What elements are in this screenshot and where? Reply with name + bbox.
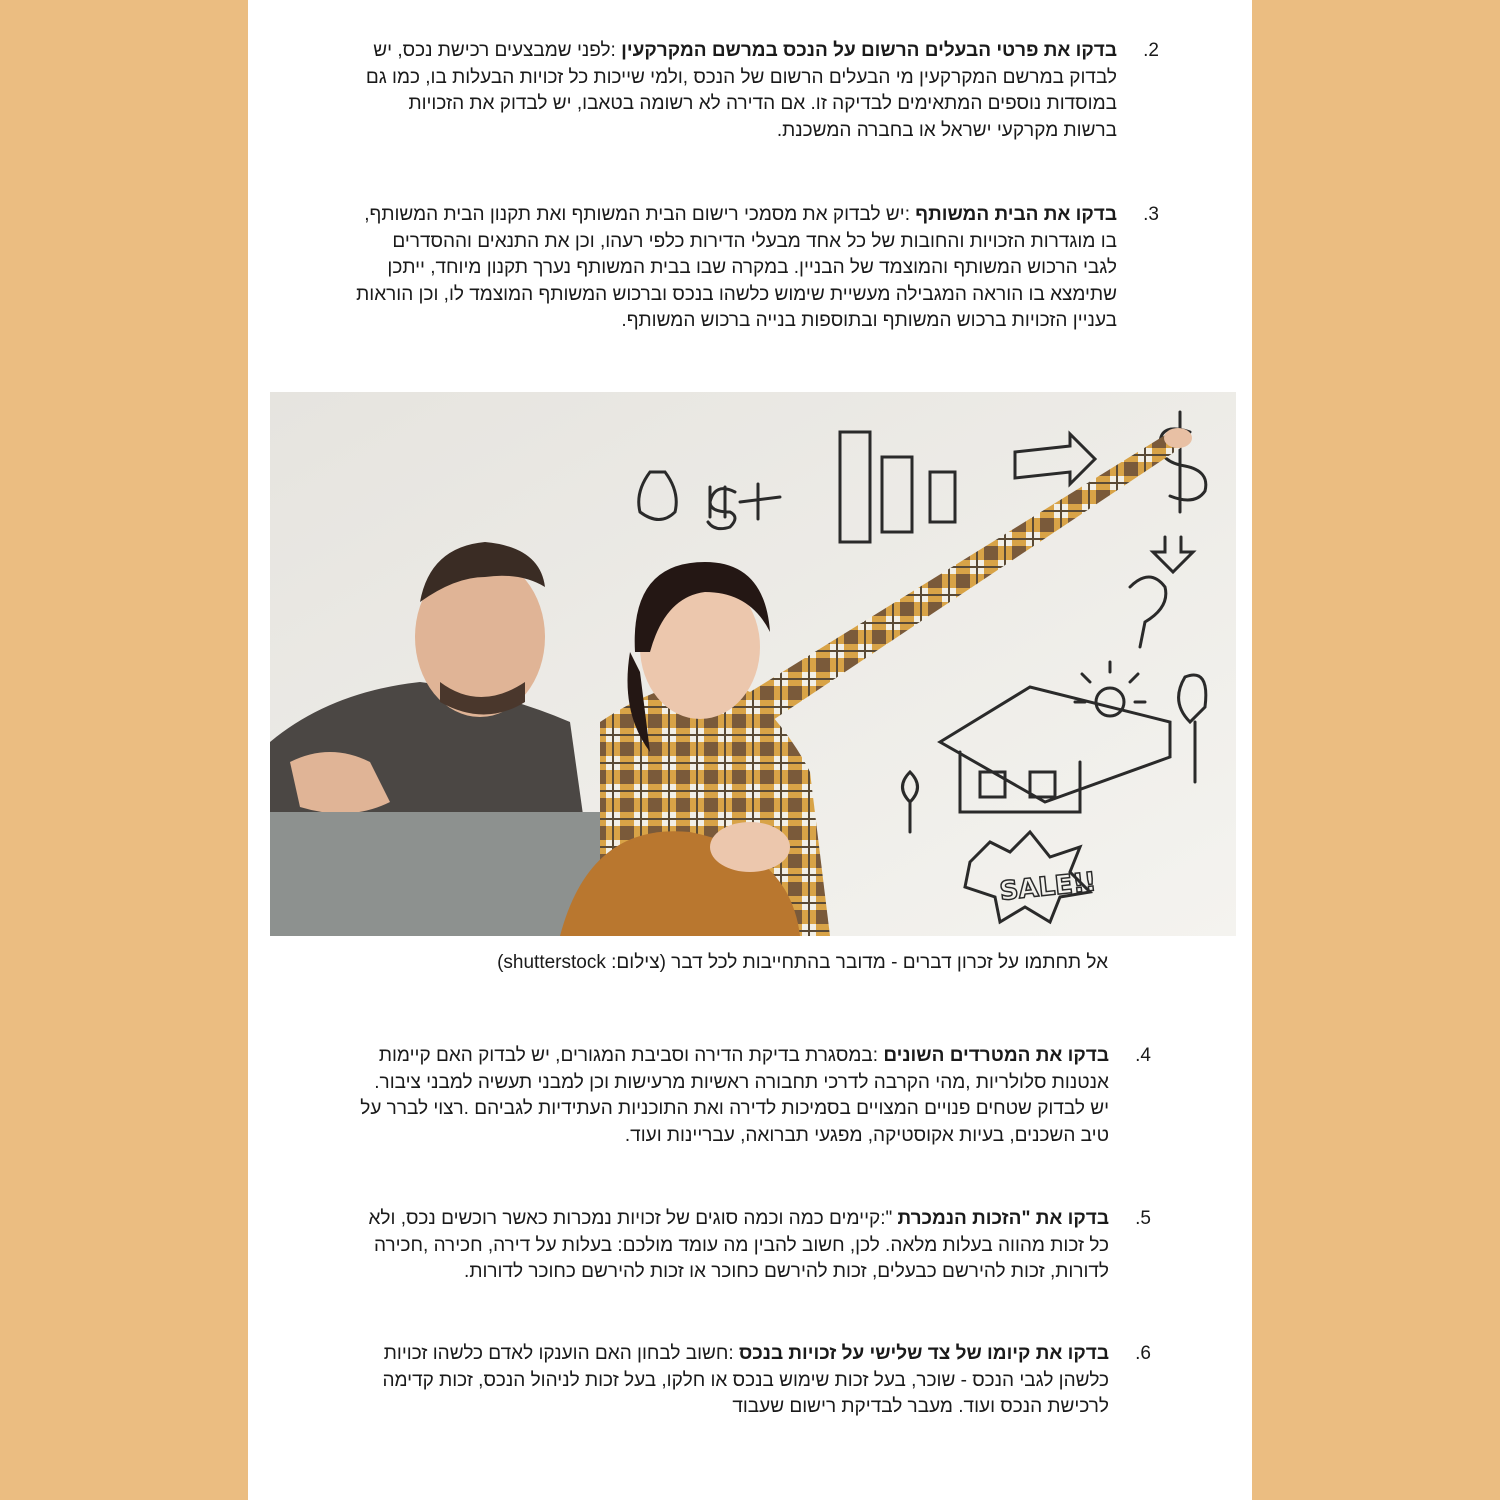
item-number: .4	[1135, 1045, 1151, 1066]
item-body: :לפני שמבצעים רכישת נכס, יש לבדוק במרשם המקרקעין מי הבעלים הרשום של הנכס ,ולמי שייכות כל זכויות הבעלות בו, כמו גם במוסדות נוספים המתאימים לבדיקה זו. אם הדירה לא רשומה בטאבו, יש לבדוק את הזכויות ברשות מקרקעי ישראל או בחברה המשכנת.	[365, 40, 1117, 141]
document-page	[248, 0, 1252, 1500]
list-item-5	[354, 1206, 1151, 1286]
item-number: .2	[1143, 40, 1159, 61]
list-item-4	[354, 1043, 1151, 1149]
item-number: .6	[1135, 1343, 1151, 1364]
item-heading: בדקו את קיומו של צד שלישי על זכויות בנכס	[739, 1343, 1109, 1364]
item-body: :חשוב לבחון האם הוענקו לאדם כלשהו זכויות כלשהן לגבי הנכס - שוכר, בעל זכות שימוש בנכס או חלקו, בעל זכות לניהול הנכס, זכות קדימה לרכישת הנכס ועוד. מעבר לבדיקת רישום שעבוד	[382, 1343, 1109, 1417]
item-heading: בדקו את המטרדים השונים	[883, 1045, 1109, 1066]
item-heading: בדקו את הבית המשותף	[915, 204, 1117, 225]
couple-sketch-photo	[270, 392, 1236, 936]
list-item-6	[354, 1341, 1151, 1421]
list-item-3	[354, 202, 1159, 335]
item-heading: בדקו את "הזכות הנמכרת	[897, 1208, 1109, 1229]
item-number: .5	[1135, 1208, 1151, 1229]
photo-caption: אל תחתמו על זכרון דברים - מדובר בהתחייבות לכל דבר (צילום: shutterstock)	[497, 952, 1108, 973]
item-body: :במסגרת בדיקת הדירה וסביבת המגורים, יש לבדוק האם קיימות אנטנות סלולריות ,מהי הקרבה לדרכי תחבורה ראשיות מרעישות וכן למבני תעשיה למבני ציבור. יש לבדוק שטחים פנויים המצויים בסמיכות לדירה ואת התוכניות העתידיות לגביהם .רצוי לברר על טיב השכנים, בעיות אקוסטיקה, מפגעי תברואה, עבריינות ועוד.	[360, 1045, 1109, 1146]
item-number: .3	[1143, 204, 1159, 225]
list-item-2	[362, 38, 1159, 144]
item-body: :יש לבדוק את מסמכי רישום הבית המשותף ואת תקנון הבית המשותף, בו מוגדרות הזכויות והחובות של כל אחד מבעלי הדירות כלפי רעהו, וכן את התנאים וההסדרים לגבי הרכוש המשותף והמוצמד של הבניין. במקרה שבו בבית המשותף נערך תקנון מיוחד, ייתכן שתימצא בו הוראה המגבילה מעשיית שימוש כלשהו בנכס וברכוש המשותף המוצמד לו, וכן הוראות בעניין הזכויות ברכוש המשותף ובתוספות בנייה ברכוש המשותף.	[356, 204, 1117, 331]
sale-sketch-text: SALE!!	[998, 867, 1098, 908]
item-body: ":קיימים כמה וכמה סוגים של זכויות נמכרות כאשר רוכשים נכס, ולא כל זכות מהווה בעלות מלאה. לכן, חשוב להבין מה עומד מולכם: בעלות על דירה, חכירה ,חכירה לדורות, זכות להירשם כבעלים, זכות להירשם כחוכר או זכות להירשם כחוכר לדורות.	[368, 1208, 1109, 1282]
item-heading: בדקו את פרטי הבעלים הרשום על הנכס במרשם המקרקעין	[621, 40, 1117, 61]
